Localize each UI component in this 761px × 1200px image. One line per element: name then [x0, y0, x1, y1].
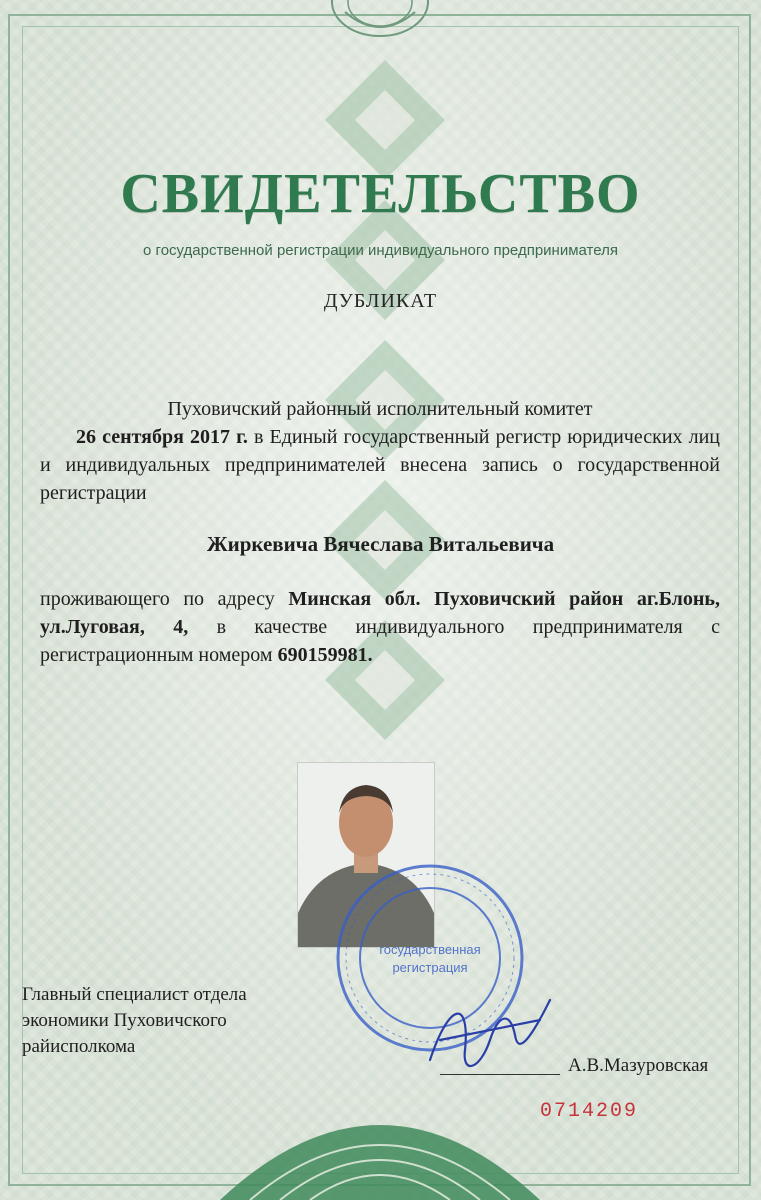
entrepreneur-name: Жиркевича Вячеслава Витальевича	[206, 532, 555, 556]
document-subtitle: о государственной регистрации индивидуального предпринимателя	[143, 242, 618, 259]
role-text: в качестве индивидуального предпринимателя с регистрационным номером	[40, 616, 720, 666]
signatory-position	[22, 982, 322, 1060]
signatory-name: А.В.Мазуровская	[568, 1055, 709, 1076]
document-title: СВИДЕТЕЛЬСТВО	[120, 163, 641, 225]
committee-name: Пуховичский районный исполнительный комитет	[167, 398, 593, 420]
registration-record	[40, 423, 720, 507]
serial-number: 0714209	[540, 1100, 639, 1123]
signatory-position-line3: райисполкома	[22, 1036, 136, 1057]
bottom-ornament	[210, 1070, 550, 1200]
address-value: Минская обл. Пуховичский район аг.Блонь, ул.Луговая, 4,	[40, 588, 721, 638]
duplicate-mark: ДУБЛИКАТ	[323, 290, 438, 312]
signatory-position-line2: экономики Пуховичского	[22, 1010, 227, 1031]
stamp-caption-line2: регистрация	[392, 960, 468, 975]
record-text: в Единый государственный регистр юридических лиц и индивидуальных предпринимателей внесена запись о государственной регистрации	[40, 426, 721, 504]
registration-date: 26 сентября 2017 г.	[76, 426, 248, 448]
address-intro: проживающего по адресу	[40, 588, 275, 610]
state-emblem-icon	[325, 0, 435, 42]
signatory-position-line1: Главный специалист отдела	[22, 984, 247, 1005]
stamp-caption-line1: государственная	[379, 942, 481, 957]
address-paragraph	[40, 585, 720, 669]
registration-number: 690159981.	[277, 644, 373, 666]
